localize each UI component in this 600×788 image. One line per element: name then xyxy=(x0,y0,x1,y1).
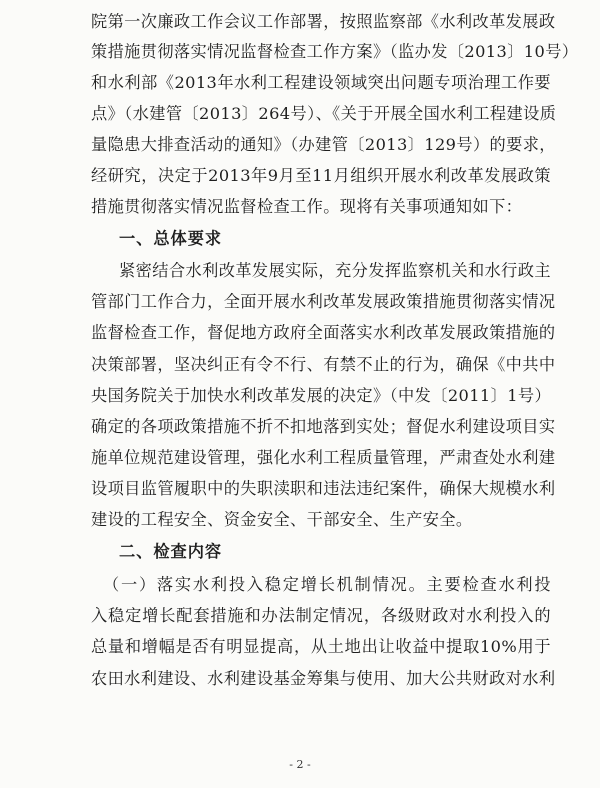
text-line: 农田水利建设、水利建设基金筹集与使用、加大公共财政对水利 xyxy=(91,669,556,688)
text-line: 点》（水建管〔2013〕264号）、《关于开展全国水利工程建设质 xyxy=(91,104,557,123)
text-line: （一）落实水利投入稳定增长机制情况。主要检查水利投 xyxy=(103,575,551,594)
text-line: 决策部署，坚决纠正有令不行、有禁不止的行为，确保《中共中 xyxy=(91,355,556,374)
section-heading-inspection-content: 二、检查内容 xyxy=(119,542,223,561)
text-line: 确定的各项政策措施不折不扣地落到实处；督促水利建设项目实 xyxy=(91,417,556,436)
text-line: 设项目监管履职中的失职渎职和违法违纪案件，确保大规模水利 xyxy=(91,479,556,498)
page-number: - 2 - xyxy=(289,758,311,771)
text-line: 入稳定增长配套措施和办法制定情况，各级财政对水利投入的 xyxy=(91,606,551,625)
text-line: 紧密结合水利改革发展实际，充分发挥监察机关和水行政主 xyxy=(119,261,551,280)
text-line: 经研究，决定于2013年9月至11月组织开展水利改革发展政策 xyxy=(91,166,551,185)
text-line: 策措施贯彻落实情况监督检查工作方案》（监办发〔2013〕10号） xyxy=(91,42,579,61)
text-line: 施单位规范建设管理，强化水利工程质量管理，严肃查处水利建 xyxy=(91,448,556,467)
text-line: 央国务院关于加快水利改革发展的决定》（中发〔2011〕1号） xyxy=(91,386,552,405)
text-line: 监督检查工作，督促地方政府全面落实水利改革发展政策措施的 xyxy=(91,323,556,342)
text-line: 建设的工程安全、资金安全、干部安全、生产安全。 xyxy=(91,510,473,529)
section-heading-overall-requirements: 一、总体要求 xyxy=(119,229,223,248)
text-line: 措施贯彻落实情况监督检查工作。现将有关事项通知如下： xyxy=(91,197,523,216)
text-line: 院第一次廉政工作会议工作部署，按照监察部《水利改革发展政 xyxy=(91,12,556,31)
text-line: 总量和增幅是否有明显提高，从土地出让收益中提取10%用于 xyxy=(91,637,551,656)
text-line: 和水利部《2013年水利工程建设领域突出问题专项治理工作要 xyxy=(91,73,551,92)
text-line: 量隐患大排查活动的通知》（办建管〔2013〕129号）的要求， xyxy=(91,135,556,154)
text-line: 管部门工作合力，全面开展水利改革发展政策措施贯彻落实情况 xyxy=(91,292,556,311)
